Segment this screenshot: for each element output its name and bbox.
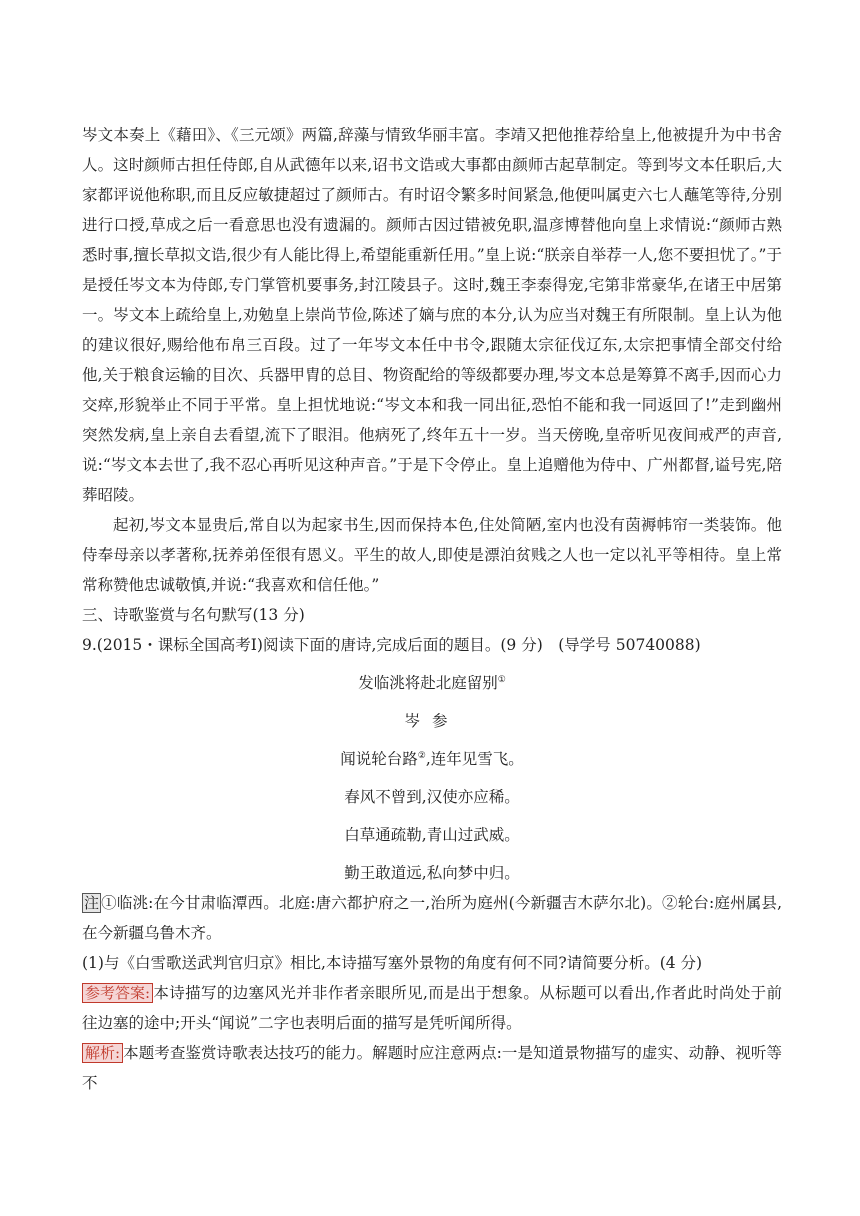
translation-paragraph-2: 起初,岑文本显贵后,常自以为起家书生,因而保持本色,住处简陋,室内也没有茵褥帏帘一类装饰。他侍奉母亲以孝著称,抚养弟侄很有恩义。平生的故人,即使是漂泊贫贱之人也一定以礼平等相待。皇上常常称赞他忠诚敬慎,并说:“我喜欢和信任他。” xyxy=(82,516,782,594)
sub-question-1: (1)与《白雪歌送武判官归京》相比,本诗描写塞外景物的角度有何不同?请简要分析。(4 分) xyxy=(82,954,703,972)
poem-line xyxy=(82,744,782,774)
reference-answer-text: 本诗描写的边塞风光并非作者亲眼所见,而是出于想象。从标题可以看出,作者此时尚处于前往边塞的途中;开头“闻说”二字也表明后面的描写是凭听闻所得。 xyxy=(82,984,782,1032)
poem-line: 勤王敢道远,私向梦中归。 xyxy=(344,864,520,882)
translation-paragraph-1: 岑文本奏上《藉田》、《三元颂》两篇,辞藻与情致华丽丰富。李靖又把他推荐给皇上,他被提升为中书舍人。这时颜师古担任侍郎,自从武德年以来,诏书文诰或大事都由颜师古起草制定。等到岑文本任职后,大家都评说他称职,而且反应敏捷超过了颜师古。有时诏令繁多时间紧急,他便叫属吏六七人蘸笔等待,分别进行口授,草成之后一看意思也没有遗漏的。颜师古因过错被免职,温彦博替他向皇上求情说:“颜师古熟悉时事,擅长草拟文诰,很少有人能比得上,希望能重新任用。”皇上说:“朕亲自举荐一人,您不要担忧了。”于是授任岑文本为侍郎,专门掌管机要事务,封江陵县子。这时,魏王李泰得宠,宅第非常豪华,在诸王中居第一。岑文本上疏给皇上,劝勉皇上崇尚节俭,陈述了嫡与庶的本分,认为应当对魏王有所限制。皇上认为他的建议很好,赐给他布帛三百段。过了一年岑文本任中书令,跟随太宗征伐辽东,太宗把事情全部交付给他,关于粮食运输的目次、兵器甲胄的总目、物资配给的等级都要办理,岑文本总是筹算不离手,因而心力交瘁,形貌举止不同于平常。皇上担忧地说:“岑文本和我一同出征,恐怕不能和我一同返回了!”走到幽州突然发病,皇上亲自去看望,流下了眼泪。他病死了,终年五十一岁。当天傍晚,皇帝听见夜间戒严的声音,说:“岑文本去世了,我不忍心再听见这种声音。”于是下令停止。皇上追赠他为侍中、广州都督,谥号宪,陪葬昭陵。 xyxy=(82,126,782,504)
poem-notes xyxy=(82,888,782,948)
analysis-text: 本题考查鉴赏诗歌表达技巧的能力。解题时应注意两点:一是知道景物描写的虚实、动静、视听等不 xyxy=(82,1044,782,1092)
reference-answer xyxy=(82,978,782,1038)
analysis-tag: 解析: xyxy=(82,1043,123,1063)
poem-line-footnote-mark: ② xyxy=(417,750,426,761)
page-content xyxy=(82,120,782,1098)
poem-line: 白草通疏勒,青山过武威。 xyxy=(344,826,520,844)
poem-line-text: ,连年见雪飞。 xyxy=(425,750,524,768)
poem-title-text: 发临洮将赴北庭留别 xyxy=(358,674,498,692)
note-tag: 注 xyxy=(84,894,100,912)
poem-line-text: 闻说轮台路 xyxy=(340,750,418,768)
poem-line: 春风不曾到,汉使亦应稀。 xyxy=(344,788,520,806)
question-stem: 9.(2015・课标全国高考Ⅰ)阅读下面的唐诗,完成后面的题目。(9 分) (导学号 50740088) xyxy=(82,636,701,654)
note-text: ①临洮:在今甘肃临潭西。北庭:唐六都护府之一,治所为庭州(今新疆吉木萨尔北)。②轮台:庭州属县,在今新疆乌鲁木齐。 xyxy=(82,894,782,942)
section-heading: 三、诗歌鉴赏与名句默写(13 分) xyxy=(82,606,305,624)
poem-author: 岑参 xyxy=(404,712,460,730)
poem-title-footnote-mark: ① xyxy=(497,674,506,685)
poem-title xyxy=(82,668,782,698)
reference-answer-tag: 参考答案: xyxy=(82,983,153,1003)
analysis xyxy=(82,1038,782,1098)
